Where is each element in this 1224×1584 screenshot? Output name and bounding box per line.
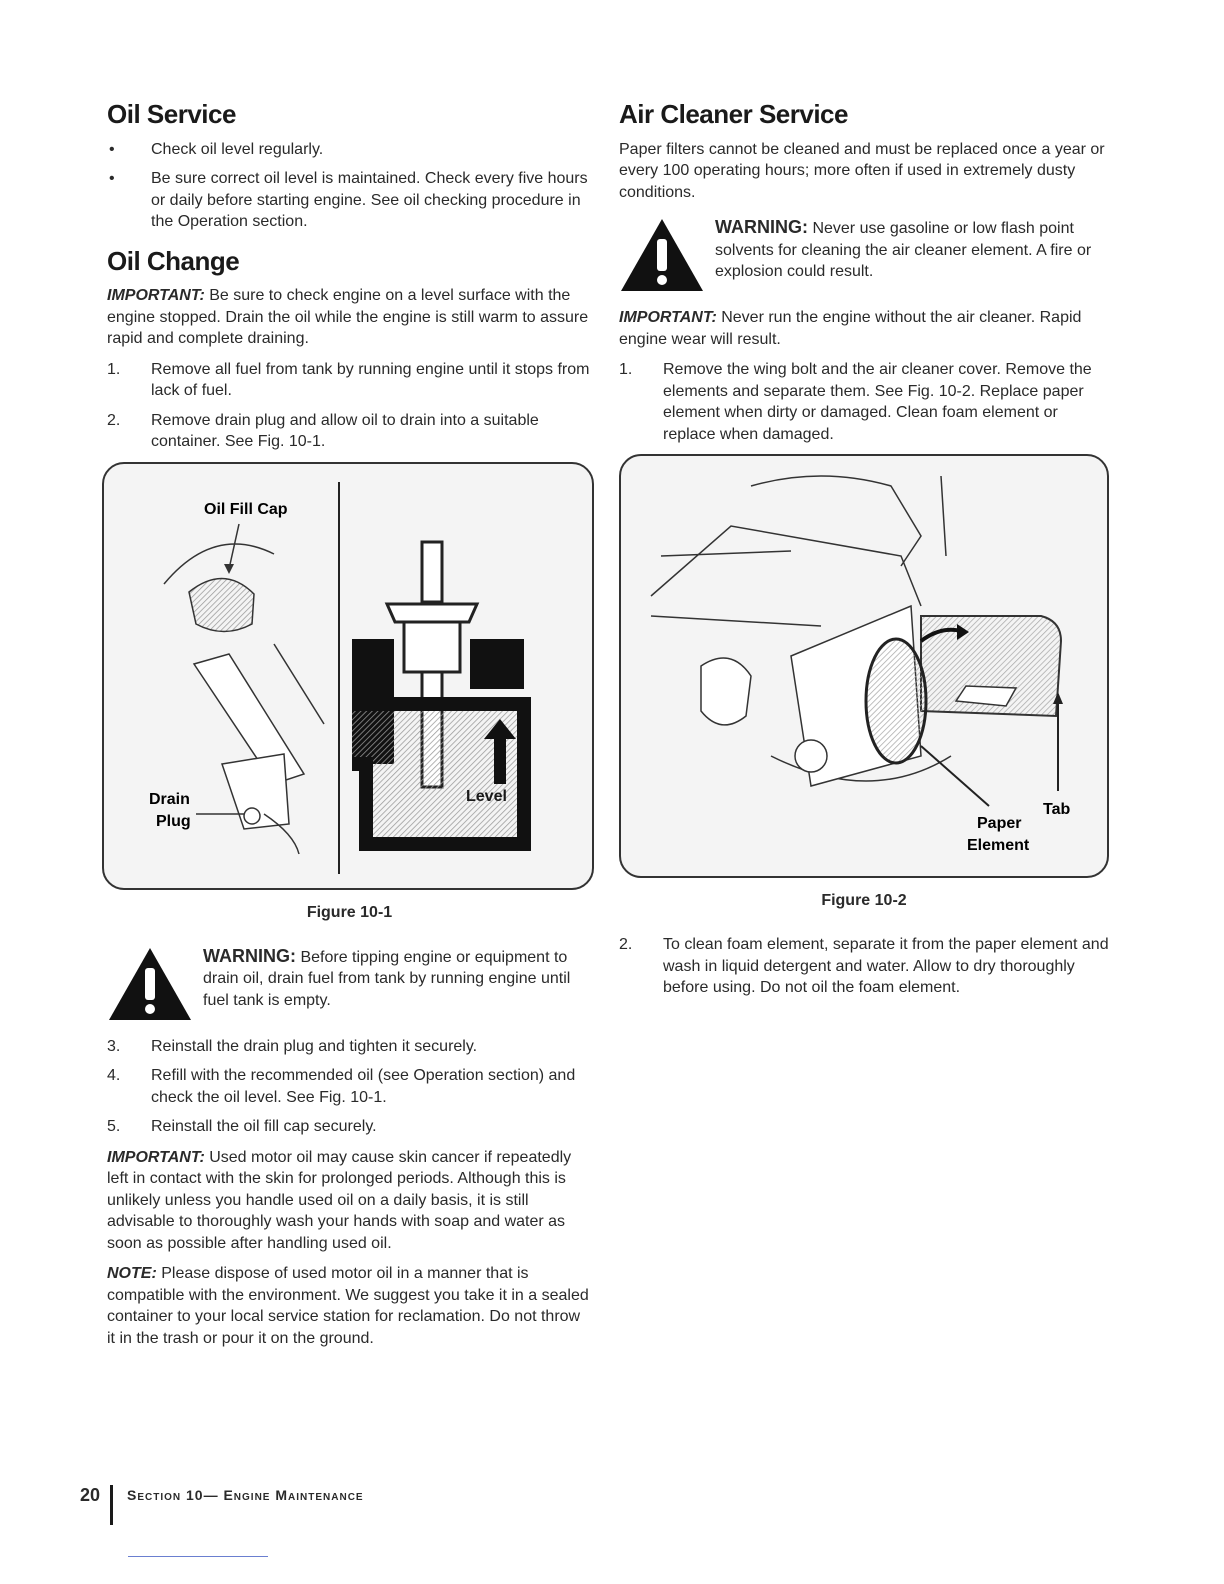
list-item: 2. To clean foam element, separate it from the paper element and wash in liquid detergent and water. Allow to dry thoroughly before using. Do not oil the foam element. — [619, 936, 1109, 997]
oil-change-steps — [107, 359, 592, 453]
oil-change-illustration — [104, 464, 592, 888]
oil-change-important: IMPORTANT: Be sure to check engine on a level surface with the engine stopped. Drain the oil while the engine is still warm to assure rapid and complete draining. — [107, 287, 589, 348]
figure-10-1-caption: Figure 10-1 — [306, 903, 393, 921]
element-label: Element — [967, 837, 1030, 855]
warning-block: WARNING: Before tipping engine or equipment to drain oil, drain fuel from tank by running engine until fuel tank is empty. — [107, 946, 592, 1026]
warning-icon — [107, 946, 193, 1022]
figure-10-2-caption: Figure 10-2 — [821, 892, 907, 910]
footer-divider — [110, 1485, 113, 1525]
disposal-note: NOTE: Please dispose of used motor oil in a manner that is compatible with the environment. We suggest you take it in a sealed container to your local service station for reclamation. Do not throw it in the trash or pour it on the ground. — [107, 1265, 589, 1347]
air-cleaner-steps — [619, 359, 1109, 445]
warning-icon — [619, 217, 705, 293]
warning-block: WARNING: Never use gasoline or low flash point solvents for cleaning the air cleaner element. A fire or explosion could result. — [619, 217, 1109, 297]
level-label: Level — [466, 787, 507, 805]
page-footer — [70, 1480, 364, 1510]
oil-service-list — [107, 139, 592, 233]
paper-label: Paper — [977, 815, 1022, 833]
plug-label: Plug — [156, 812, 191, 830]
figure-10-1 — [102, 462, 594, 890]
bottom-rule — [128, 1556, 268, 1557]
list-item: 4. Refill with the recommended oil (see Operation section) and check the oil level. See Fig. 10-1. — [107, 1067, 576, 1106]
drain-label: Drain — [149, 790, 190, 808]
tab-label: Tab — [1043, 801, 1071, 819]
oil-change-steps-cont — [107, 1036, 592, 1138]
used-oil-important: IMPORTANT: Used motor oil may cause skin cancer if repeatedly left in contact with the skin for prolonged periods. Although this is unlikely unless you handle used oil on a daily basis, it is still advisable to thoroughly wash your hands with soap and water as soon as possible after handling used oil. — [107, 1148, 572, 1252]
list-item: • Check oil level regularly. — [109, 140, 324, 158]
air-cleaner-heading: Air Cleaner Service — [619, 99, 848, 129]
list-item: 3. Reinstall the drain plug and tighten it securely. — [107, 1037, 478, 1055]
list-item: 2. Remove drain plug and allow oil to drain into a suitable container. See Fig. 10-1. — [107, 411, 539, 451]
figure-10-2 — [619, 454, 1109, 878]
oil-service-heading: Oil Service — [107, 99, 236, 129]
air-cleaner-important: IMPORTANT: Never run the engine without the air cleaner. Rapid engine wear will result. — [619, 309, 1082, 348]
list-item: 5. Reinstall the oil fill cap securely. — [107, 1118, 377, 1136]
air-cleaner-intro: Paper filters cannot be cleaned and must be replaced once a year or every 100 operating hours; more often if used in extremely dusty conditions. — [619, 140, 1105, 201]
oil-change-heading: Oil Change — [107, 245, 240, 276]
right-column — [619, 100, 1109, 1008]
list-item: 1. Remove all fuel from tank by running engine until it stops from lack of fuel. — [107, 360, 590, 400]
page-number: 20 — [79, 1484, 100, 1505]
list-item: 1. Remove the wing bolt and the air cleaner cover. Remove the elements and separate them. See Fig. 10-2. Replace paper element when dirty or damaged. Clean foam element or replace when damaged. — [619, 361, 1092, 443]
oil-fill-cap-label: Oil Fill Cap — [204, 500, 288, 518]
section-title: Section 10— Engine Maintenance — [127, 1487, 364, 1503]
list-item: • Be sure correct oil level is maintained. Check every five hours or daily before starting engine. See oil checking procedure in the Operation section. — [109, 170, 588, 231]
left-column — [107, 100, 592, 1358]
air-cleaner-steps-cont — [619, 934, 1109, 999]
air-cleaner-illustration — [621, 456, 1107, 876]
